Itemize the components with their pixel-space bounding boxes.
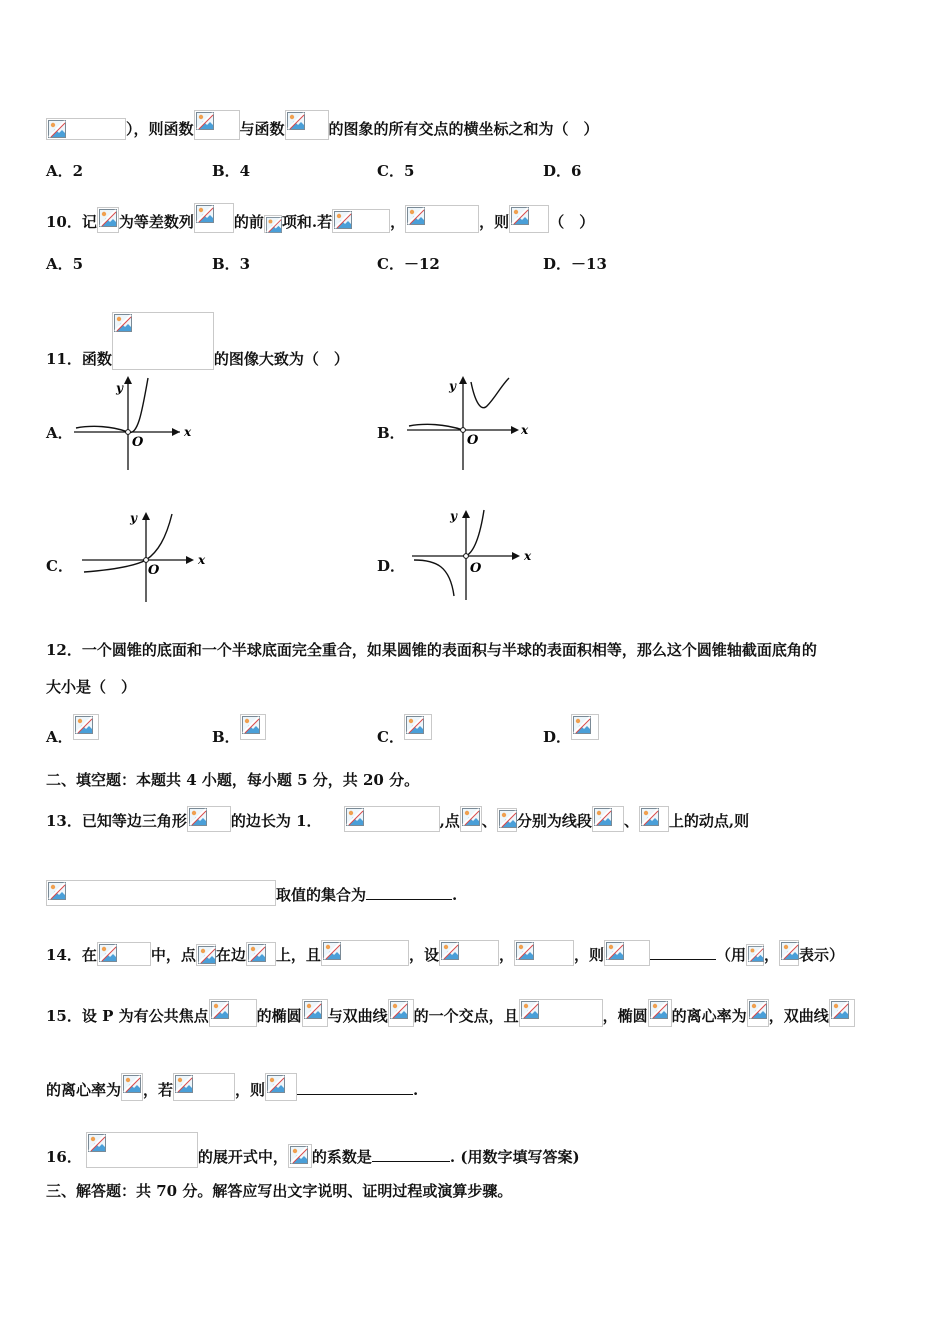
formula-image — [285, 110, 329, 140]
formula-image — [604, 940, 650, 966]
x-arrow-icon — [172, 428, 180, 436]
broken-image-icon — [196, 112, 214, 130]
q12-line2: 大小是（ ） — [46, 678, 137, 696]
formula-image — [460, 806, 482, 832]
broken-image-icon — [499, 810, 517, 828]
q16-stem: 16． 的展开式中， 的系数是 . (用数字填写答案) — [46, 1132, 580, 1168]
formula-image — [264, 215, 282, 233]
formula-image — [321, 940, 409, 966]
formula-image — [439, 940, 499, 966]
q9-option-a: A．2 — [46, 162, 84, 180]
q10-option-d: D．－13 — [543, 255, 607, 273]
broken-image-icon — [48, 882, 66, 900]
broken-image-icon — [99, 209, 117, 227]
formula-image — [514, 940, 574, 966]
broken-image-icon — [516, 942, 534, 960]
broken-image-icon — [304, 1001, 322, 1019]
q13-stem: 13．已知等边三角形 的边长为 1． ,点 、 分别为线段 、 上的动点,则 — [46, 806, 749, 832]
origin-label: O — [132, 435, 144, 450]
formula-image — [46, 880, 276, 906]
answer-blank[interactable] — [372, 1145, 450, 1162]
formula-image — [779, 940, 799, 966]
formula-image — [112, 312, 214, 370]
y-arrow-icon — [462, 510, 470, 518]
y-arrow-icon — [459, 376, 467, 384]
formula-image — [46, 118, 126, 140]
broken-image-icon — [441, 942, 459, 960]
q10-option-a: A．5 — [46, 255, 84, 273]
formula-image — [648, 999, 672, 1027]
formula-image — [97, 207, 119, 233]
x-label: x — [184, 425, 192, 439]
x-arrow-icon — [512, 552, 520, 560]
broken-image-icon — [641, 808, 659, 826]
broken-image-icon — [390, 1001, 408, 1019]
q12-line1: 12．一个圆锥的底面和一个半球底面完全重合，如果圆锥的表面积与半球的表面积相等，那么这个圆锥轴截面底角的 — [46, 641, 817, 659]
origin-point — [126, 430, 131, 435]
formula-image — [209, 999, 257, 1027]
formula-image — [829, 999, 855, 1027]
formula-image — [405, 205, 479, 233]
graph-b — [405, 372, 535, 472]
broken-image-icon — [287, 112, 305, 130]
broken-image-icon — [323, 942, 341, 960]
broken-image-icon — [75, 716, 93, 734]
broken-image-icon — [189, 808, 207, 826]
origin-label: O — [148, 563, 160, 578]
formula-image — [288, 1144, 312, 1168]
q11-option-b-label: B． — [377, 424, 405, 442]
graph-a — [72, 372, 202, 472]
formula-image — [73, 714, 99, 740]
x-arrow-icon — [511, 426, 519, 434]
broken-image-icon — [511, 207, 529, 225]
broken-image-icon — [88, 1134, 106, 1152]
q11-option-c-label: C． — [46, 557, 73, 575]
formula-image — [194, 110, 240, 140]
y-label: y — [450, 509, 457, 523]
curve-left — [414, 560, 454, 596]
broken-image-icon — [211, 1001, 229, 1019]
formula-image — [265, 1073, 297, 1101]
broken-image-icon — [267, 1075, 285, 1093]
broken-image-icon — [242, 716, 260, 734]
origin-point — [144, 558, 149, 563]
q10-stem: 10．记 为等差数列 的前 项和.若 ， ，则 （ ） — [46, 203, 594, 233]
formula-image — [173, 1073, 235, 1101]
answer-blank[interactable] — [297, 1078, 413, 1095]
q11-option-a-label: A． — [46, 424, 73, 442]
formula-image — [747, 999, 769, 1027]
formula-image — [592, 806, 624, 832]
origin-label: O — [470, 561, 482, 576]
curve-right — [471, 378, 509, 408]
formula-image — [519, 999, 603, 1027]
x-arrow-icon — [186, 556, 194, 564]
broken-image-icon — [749, 1001, 767, 1019]
answer-blank[interactable] — [650, 943, 716, 960]
broken-image-icon — [248, 944, 266, 962]
y-arrow-icon — [142, 512, 150, 520]
formula-image — [404, 714, 432, 740]
broken-image-icon — [521, 1001, 539, 1019]
answer-blank[interactable] — [366, 883, 452, 900]
broken-image-icon — [606, 942, 624, 960]
origin-point — [464, 554, 469, 559]
q11-option-d-label: D． — [377, 557, 406, 575]
broken-image-icon — [594, 808, 612, 826]
formula-image — [246, 942, 276, 966]
q12-option-c: C． — [377, 722, 432, 748]
x-label: x — [198, 553, 206, 567]
graph-d — [410, 506, 540, 602]
curve — [76, 378, 148, 432]
formula-image — [497, 808, 517, 832]
broken-image-icon — [198, 946, 216, 964]
origin-point — [461, 428, 466, 433]
curve-left — [409, 424, 463, 430]
formula-image — [746, 944, 764, 966]
q14-stem: 14．在 中，点 在边 上，且 ，设 ， ，则 （用 ， 表示） — [46, 940, 844, 966]
formula-image — [571, 714, 599, 740]
broken-image-icon — [650, 1001, 668, 1019]
y-arrow-icon — [124, 376, 132, 384]
q9-option-c: C．5 — [377, 162, 415, 180]
origin-label: O — [467, 433, 479, 448]
y-label: y — [130, 511, 137, 525]
y-label: y — [116, 381, 123, 395]
q13-stem-cont: 取值的集合为 . — [46, 880, 457, 906]
section-2-heading: 二、填空题：本题共 4 小题，每小题 5 分，共 20 分。 — [46, 771, 420, 789]
q11-stem: 11．函数 的图像大致为（ ） — [46, 312, 349, 370]
broken-image-icon — [781, 942, 799, 960]
broken-image-icon — [196, 205, 214, 223]
broken-image-icon — [334, 211, 352, 229]
broken-image-icon — [175, 1075, 193, 1093]
broken-image-icon — [114, 314, 132, 332]
graph-c — [80, 508, 210, 604]
broken-image-icon — [573, 716, 591, 734]
formula-image — [388, 999, 414, 1027]
broken-image-icon — [406, 716, 424, 734]
q12-option-d: D． — [543, 722, 599, 748]
q15-stem-cont: 的离心率为 ，若 ，则 . — [46, 1073, 418, 1101]
formula-image — [194, 203, 234, 233]
broken-image-icon — [831, 1001, 849, 1019]
formula-image — [639, 806, 669, 832]
q10-option-b: B．3 — [212, 255, 251, 273]
broken-image-icon — [462, 808, 480, 826]
broken-image-icon — [266, 217, 282, 233]
broken-image-icon — [346, 808, 364, 826]
broken-image-icon — [407, 207, 425, 225]
y-label: y — [449, 379, 456, 393]
q12-option-a: A． — [46, 722, 99, 748]
formula-image — [240, 714, 266, 740]
formula-image — [86, 1132, 198, 1168]
broken-image-icon — [290, 1146, 308, 1164]
formula-image — [187, 806, 231, 832]
q15-stem: 15．设 P 为有公共焦点 的椭圆 与双曲线 的一个交点，且 ，椭圆 的离心率为 ，双曲线 — [46, 999, 855, 1027]
q9-option-d: D．6 — [543, 162, 582, 180]
broken-image-icon — [748, 946, 764, 962]
q10-option-c: C．－12 — [377, 255, 440, 273]
section-3-heading: 三、解答题：共 70 分。解答应写出文字说明、证明过程或演算步骤。 — [46, 1182, 513, 1200]
formula-image — [302, 999, 328, 1027]
formula-image — [196, 944, 216, 966]
formula-image — [344, 806, 440, 832]
formula-image — [332, 209, 390, 233]
broken-image-icon — [123, 1075, 141, 1093]
x-label: x — [521, 423, 529, 437]
formula-image — [121, 1073, 143, 1101]
q9-option-b: B．4 — [212, 162, 251, 180]
formula-image — [509, 205, 549, 233]
broken-image-icon — [48, 120, 66, 138]
formula-image — [97, 942, 151, 966]
q12-option-b: B． — [212, 722, 266, 748]
x-label: x — [524, 549, 532, 563]
q9-stem: ），则函数 与函数 的图象的所有交点的横坐标之和为（ ） — [46, 110, 599, 140]
broken-image-icon — [99, 944, 117, 962]
